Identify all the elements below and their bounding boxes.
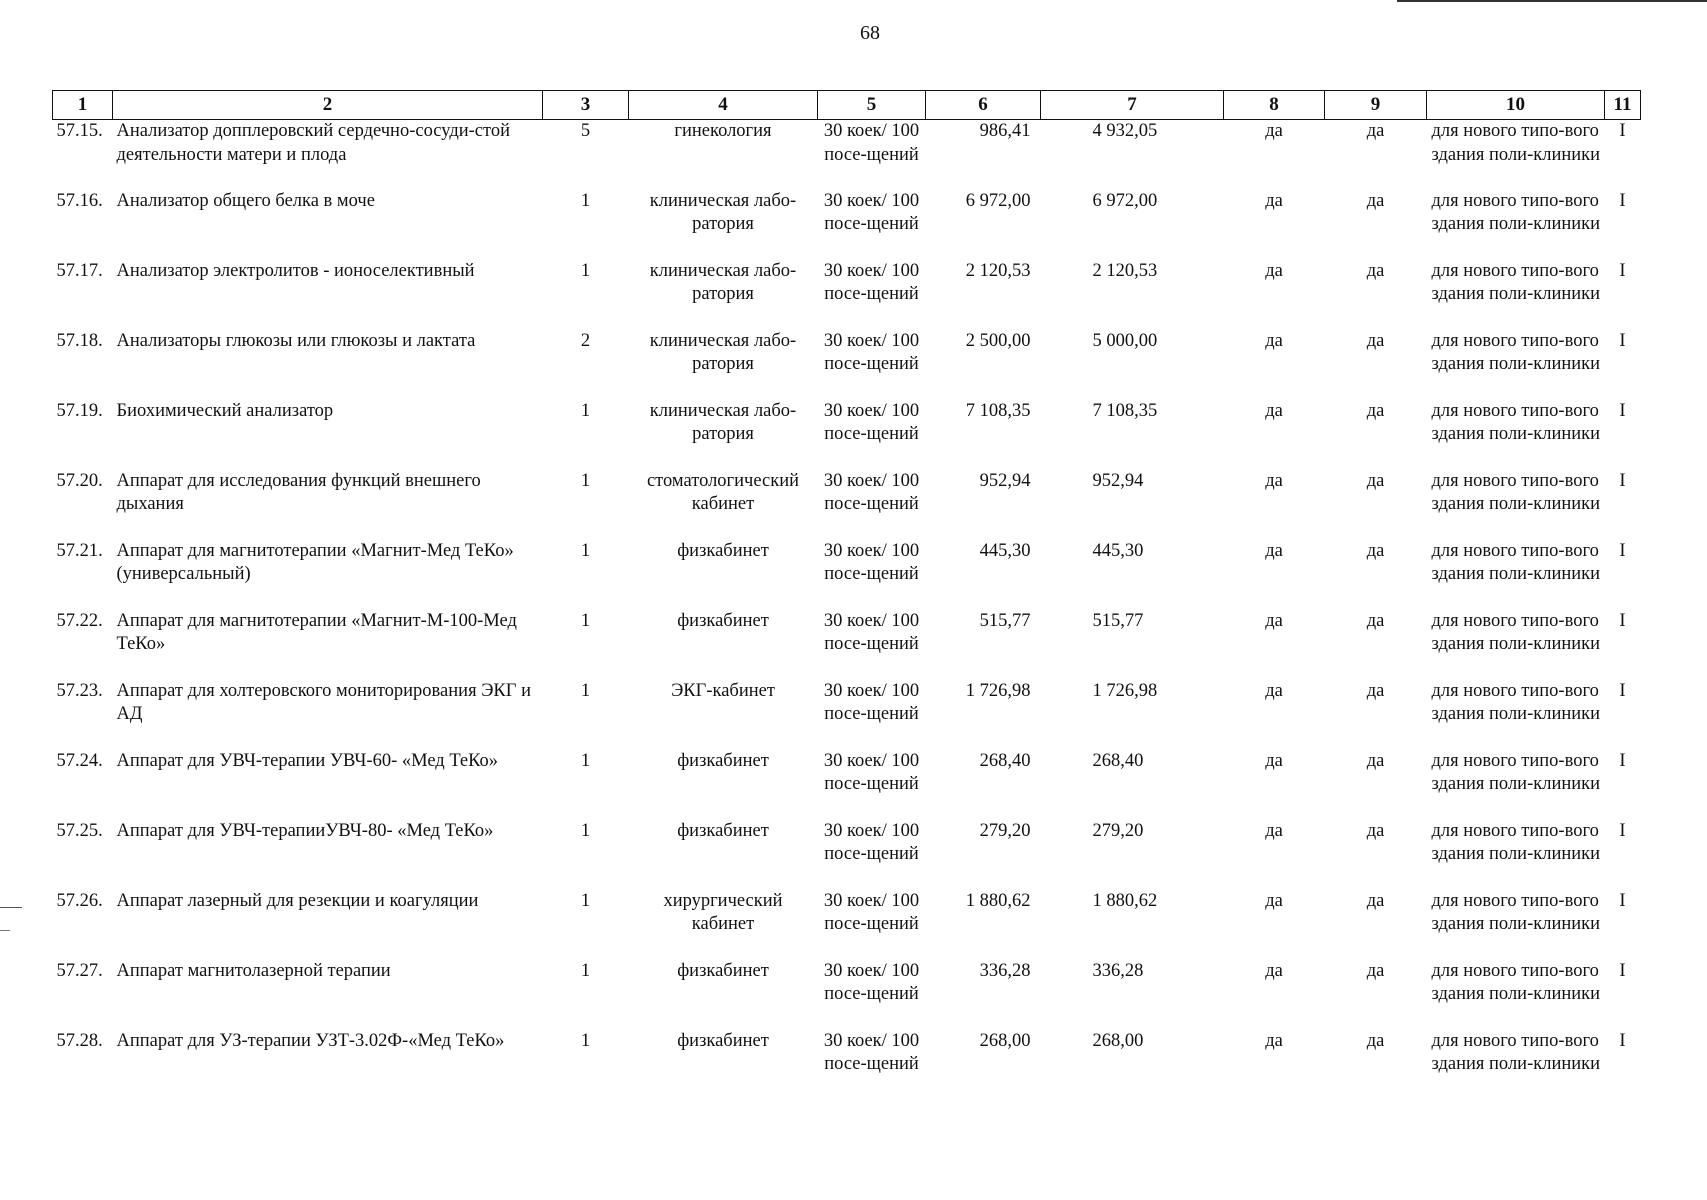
- norm: 30 коек/ 100 посе-щений: [823, 750, 920, 794]
- department: гинекология: [674, 121, 772, 141]
- unit-price: 336,28: [979, 960, 1031, 981]
- department: физкабинет: [677, 960, 769, 981]
- unit-price: 2 500,00: [965, 330, 1031, 351]
- table-row: [53, 820, 1641, 890]
- column-header-5: 5: [818, 91, 926, 120]
- column-8-value: да: [1265, 680, 1283, 701]
- column-header-8: 8: [1224, 91, 1325, 120]
- unit-price: 7 108,35: [965, 400, 1031, 421]
- equipment-name: Аппарат лазерный для резекции и коагуляции: [116, 890, 479, 911]
- norm: 30 коек/ 100 посе-щений: [823, 330, 920, 374]
- unit-price: 515,77: [979, 610, 1031, 631]
- note: для нового типо-вого здания поли-клиники: [1431, 610, 1601, 654]
- norm: 30 коек/ 100 посе-щений: [823, 400, 920, 444]
- equipment-name: Биохимический анализатор: [116, 400, 334, 421]
- row-number: 57.26.: [56, 890, 103, 911]
- quantity: 1: [580, 1030, 591, 1051]
- unit-price: 1 880,62: [965, 890, 1031, 911]
- header-row: [53, 91, 1641, 120]
- table-row: [53, 1030, 1641, 1100]
- column-8-value: да: [1265, 610, 1283, 631]
- class-value: I: [1619, 121, 1626, 141]
- norm: 30 коек/ 100 посе-щений: [823, 121, 920, 165]
- norm: 30 коек/ 100 посе-щений: [823, 890, 920, 934]
- unit-price: 6 972,00: [965, 190, 1031, 211]
- total-price: 1 880,62: [1092, 890, 1158, 911]
- column-9-value: да: [1366, 400, 1385, 421]
- column-8-value: да: [1265, 121, 1283, 141]
- column-8-value: да: [1265, 540, 1283, 561]
- column-header-11: 11: [1605, 91, 1641, 120]
- column-header-7: 7: [1041, 91, 1224, 120]
- total-price: 1 726,98: [1092, 680, 1158, 701]
- total-price: 515,77: [1092, 610, 1144, 631]
- column-header-4: 4: [629, 91, 818, 120]
- class-value: I: [1619, 330, 1626, 351]
- unit-price: 986,41: [979, 121, 1031, 141]
- department: физкабинет: [677, 540, 769, 561]
- equipment-name: Аппарат магнитолазерной терапии: [116, 960, 391, 981]
- scan-mark: [0, 907, 22, 908]
- equipment-table: [52, 90, 1641, 1100]
- column-header-10: 10: [1427, 91, 1605, 120]
- table-row: [53, 190, 1641, 260]
- table-row: [53, 120, 1641, 190]
- department: клиническая лабо-ратория: [649, 400, 797, 444]
- total-price: 268,00: [1092, 1030, 1144, 1051]
- column-8-value: да: [1265, 890, 1283, 911]
- column-9-value: да: [1366, 190, 1385, 211]
- row-number: 57.27.: [56, 960, 103, 981]
- note: для нового типо-вого здания поли-клиники: [1431, 1030, 1601, 1074]
- unit-price: 445,30: [979, 540, 1031, 561]
- quantity: 1: [580, 400, 591, 421]
- norm: 30 коек/ 100 посе-щений: [823, 540, 920, 584]
- class-value: I: [1619, 680, 1626, 701]
- quantity: 1: [580, 610, 591, 631]
- note: для нового типо-вого здания поли-клиники: [1431, 540, 1601, 584]
- table-row: [53, 750, 1641, 820]
- unit-price: 2 120,53: [965, 260, 1031, 281]
- column-header-1: 1: [53, 91, 113, 120]
- department: ЭКГ-кабинет: [671, 680, 775, 701]
- quantity: 1: [580, 960, 591, 981]
- scan-mark: [0, 930, 10, 931]
- note: для нового типо-вого здания поли-клиники: [1431, 330, 1601, 374]
- row-number: 57.18.: [56, 330, 103, 351]
- table-row: [53, 960, 1641, 1030]
- total-price: 445,30: [1092, 540, 1144, 561]
- class-value: I: [1619, 820, 1626, 841]
- department: клиническая лабо-ратория: [649, 190, 797, 234]
- note: для нового типо-вого здания поли-клиники: [1431, 960, 1601, 1004]
- class-value: I: [1619, 260, 1626, 281]
- row-number: 57.28.: [56, 1030, 103, 1051]
- quantity: 1: [580, 190, 591, 211]
- total-price: 6 972,00: [1092, 190, 1158, 211]
- column-9-value: да: [1366, 260, 1385, 281]
- page-number: 68: [860, 22, 880, 44]
- total-price: 5 000,00: [1092, 330, 1158, 351]
- table-row: [53, 540, 1641, 610]
- total-price: 2 120,53: [1092, 260, 1158, 281]
- total-price: 7 108,35: [1092, 400, 1158, 421]
- column-8-value: да: [1265, 400, 1283, 421]
- row-number: 57.22.: [56, 610, 103, 631]
- column-8-value: да: [1265, 1030, 1283, 1051]
- department: физкабинет: [677, 750, 769, 771]
- row-number: 57.25.: [56, 820, 103, 841]
- column-8-value: да: [1265, 960, 1283, 981]
- column-9-value: да: [1366, 470, 1385, 491]
- row-number: 57.24.: [56, 750, 103, 771]
- equipment-name: Аппарат для УВЧ-терапииУВЧ-80- «Мед ТеКо»: [116, 820, 494, 841]
- top-border-rule: [1397, 0, 1707, 2]
- quantity: 1: [580, 750, 591, 771]
- norm: 30 коек/ 100 посе-щений: [823, 960, 920, 1004]
- column-8-value: да: [1265, 470, 1283, 491]
- quantity: 1: [580, 820, 591, 841]
- column-8-value: да: [1265, 750, 1283, 771]
- table-row: [53, 330, 1641, 400]
- equipment-name: Анализаторы глюкозы или глюкозы и лактата: [116, 330, 476, 351]
- note: для нового типо-вого здания поли-клиники: [1431, 890, 1601, 934]
- column-8-value: да: [1265, 820, 1283, 841]
- norm: 30 коек/ 100 посе-щений: [823, 1030, 920, 1074]
- equipment-name: Анализатор допплеровский сердечно-сосуди-стой деятельности матери и плода: [116, 121, 511, 165]
- norm: 30 коек/ 100 посе-щений: [823, 260, 920, 304]
- total-price: 4 932,05: [1092, 121, 1158, 141]
- department: хирургический кабинет: [663, 890, 783, 934]
- equipment-name: Аппарат для УЗ-терапии УЗТ-3.02Ф-«Мед ТеКо»: [116, 1030, 505, 1051]
- column-header-3: 3: [543, 91, 629, 120]
- total-price: 952,94: [1092, 470, 1144, 491]
- equipment-name: Аппарат для холтеровского мониторирования ЭКГ и АД: [116, 680, 531, 724]
- column-header-2: 2: [113, 91, 543, 120]
- total-price: 268,40: [1092, 750, 1144, 771]
- note: для нового типо-вого здания поли-клиники: [1431, 260, 1601, 304]
- table-row: [53, 680, 1641, 750]
- department: физкабинет: [677, 1030, 769, 1051]
- column-8-value: да: [1265, 260, 1283, 281]
- table-row: [53, 470, 1641, 540]
- column-9-value: да: [1366, 540, 1385, 561]
- quantity: 5: [580, 121, 591, 141]
- class-value: I: [1619, 610, 1626, 631]
- table-body: [53, 120, 1641, 1100]
- column-header-9: 9: [1325, 91, 1427, 120]
- class-value: I: [1619, 470, 1626, 491]
- equipment-name: Анализатор общего белка в моче: [116, 190, 375, 211]
- table-row: [53, 890, 1641, 960]
- column-header-6: 6: [926, 91, 1041, 120]
- norm: 30 коек/ 100 посе-щений: [823, 680, 920, 724]
- column-8-value: да: [1265, 190, 1283, 211]
- norm: 30 коек/ 100 посе-щений: [823, 470, 920, 514]
- total-price: 336,28: [1092, 960, 1144, 981]
- unit-price: 952,94: [979, 470, 1031, 491]
- equipment-name: Аппарат для УВЧ-терапии УВЧ-60- «Мед ТеКо»: [116, 750, 499, 771]
- department: клиническая лабо-ратория: [649, 260, 797, 304]
- quantity: 1: [580, 680, 591, 701]
- total-price: 279,20: [1092, 820, 1144, 841]
- equipment-name: Аппарат для магнитотерапии «Магнит-Мед ТеКо» (универсальный): [116, 540, 514, 584]
- column-9-value: да: [1366, 820, 1385, 841]
- class-value: I: [1619, 1030, 1626, 1051]
- quantity: 2: [580, 330, 591, 351]
- norm: 30 коек/ 100 посе-щений: [823, 610, 920, 654]
- note: для нового типо-вого здания поли-клиники: [1431, 121, 1601, 165]
- department: физкабинет: [677, 820, 769, 841]
- column-9-value: да: [1366, 890, 1385, 911]
- unit-price: 279,20: [979, 820, 1031, 841]
- note: для нового типо-вого здания поли-клиники: [1431, 400, 1601, 444]
- row-number: 57.20.: [56, 470, 103, 491]
- equipment-name: Аппарат для магнитотерапии «Магнит-М-100-Мед ТеКо»: [116, 610, 517, 654]
- column-9-value: да: [1366, 1030, 1385, 1051]
- row-number: 57.21.: [56, 540, 103, 561]
- department: клиническая лабо-ратория: [649, 330, 797, 374]
- table-row: [53, 610, 1641, 680]
- quantity: 1: [580, 890, 591, 911]
- quantity: 1: [580, 540, 591, 561]
- class-value: I: [1619, 540, 1626, 561]
- class-value: I: [1619, 190, 1626, 211]
- unit-price: 268,00: [979, 1030, 1031, 1051]
- unit-price: 1 726,98: [965, 680, 1031, 701]
- equipment-name: Анализатор электролитов - ионоселективный: [116, 260, 475, 281]
- row-number: 57.16.: [56, 190, 103, 211]
- note: для нового типо-вого здания поли-клиники: [1431, 750, 1601, 794]
- note: для нового типо-вого здания поли-клиники: [1431, 820, 1601, 864]
- row-number: 57.23.: [56, 680, 103, 701]
- class-value: I: [1619, 750, 1626, 771]
- note: для нового типо-вого здания поли-клиники: [1431, 680, 1601, 724]
- row-number: 57.17.: [56, 260, 103, 281]
- norm: 30 коек/ 100 посе-щений: [823, 820, 920, 864]
- class-value: I: [1619, 960, 1626, 981]
- unit-price: 268,40: [979, 750, 1031, 771]
- table-row: [53, 260, 1641, 330]
- norm: 30 коек/ 100 посе-щений: [823, 190, 920, 234]
- department: физкабинет: [677, 610, 769, 631]
- class-value: I: [1619, 400, 1626, 421]
- column-9-value: да: [1366, 330, 1385, 351]
- column-9-value: да: [1366, 960, 1385, 981]
- equipment-name: Аппарат для исследования функций внешнего дыхания: [116, 470, 481, 514]
- class-value: I: [1619, 890, 1626, 911]
- column-9-value: да: [1366, 610, 1385, 631]
- table-row: [53, 400, 1641, 470]
- quantity: 1: [580, 260, 591, 281]
- note: для нового типо-вого здания поли-клиники: [1431, 190, 1601, 234]
- column-9-value: да: [1366, 680, 1385, 701]
- row-number: 57.19.: [56, 400, 103, 421]
- row-number: 57.15.: [56, 121, 103, 141]
- column-9-value: да: [1366, 750, 1385, 771]
- note: для нового типо-вого здания поли-клиники: [1431, 470, 1601, 514]
- quantity: 1: [580, 470, 591, 491]
- column-9-value: да: [1366, 121, 1385, 141]
- department: стоматологический кабинет: [646, 470, 800, 514]
- column-8-value: да: [1265, 330, 1283, 351]
